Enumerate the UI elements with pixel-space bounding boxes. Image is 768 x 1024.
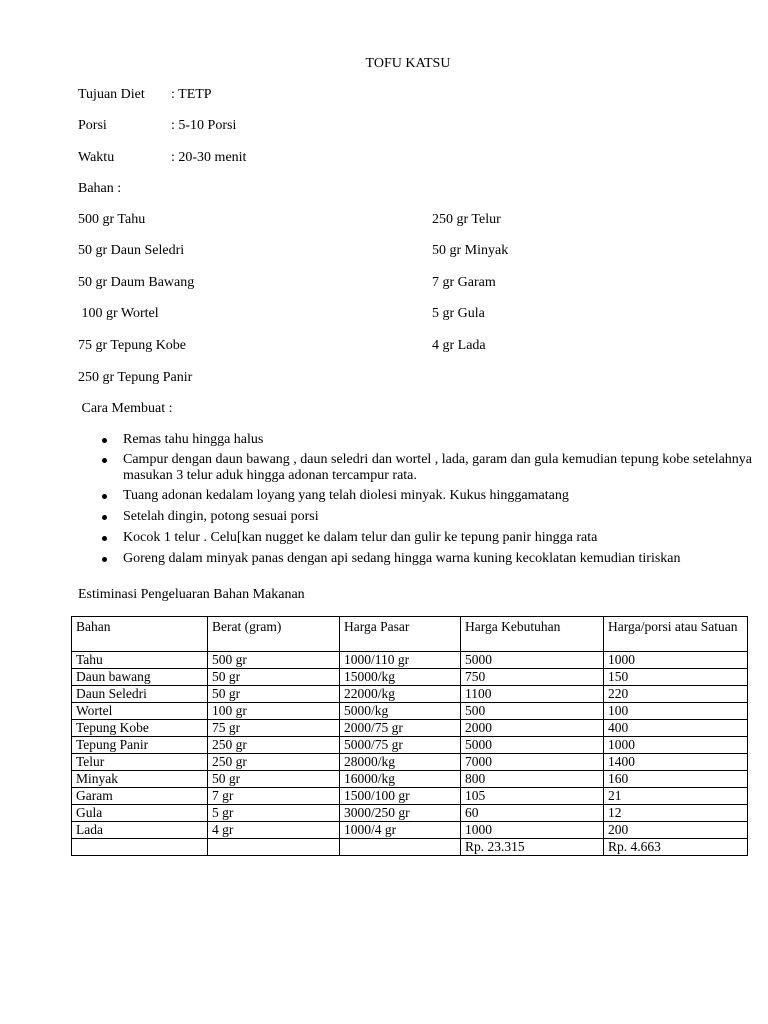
method-step: Kocok 1 telur . Celu[kan nugget ke dalam telur dan gulir ke tepung panir hingga rata [78, 530, 758, 546]
header-harga-kebutuhan: Harga Kebutuhan [461, 617, 604, 652]
cell: 1000/110 gr [340, 652, 461, 669]
time-value: : 20-30 menit [171, 150, 247, 165]
ingredient-item: 4 gr Lada [432, 338, 486, 353]
table-total-row [72, 839, 748, 856]
cell [208, 839, 340, 856]
header-bahan: Bahan [72, 617, 208, 652]
cell: Tepung Panir [72, 737, 208, 754]
cell: Daun Seledri [72, 686, 208, 703]
method-step: Tuang adonan kedalam loyang yang telah diolesi minyak. Kukus hinggamatang [78, 488, 758, 504]
cell: 2000 [461, 720, 604, 737]
cell: 2000/75 gr [340, 720, 461, 737]
time-label: Waktu [78, 150, 115, 165]
cell: 15000/kg [340, 669, 461, 686]
ingredient-item: 100 gr Wortel [78, 306, 159, 321]
cost-estimation-table [71, 616, 748, 856]
total-harga-porsi: Rp. 4.663 [604, 839, 748, 856]
method-step: Goreng dalam minyak panas dengan api sedang hingga warna kuning kecoklatan kemudian tiriskan [78, 551, 758, 567]
cell: 500 [461, 703, 604, 720]
document-title: TOFU KATSU [365, 56, 451, 71]
cell: 50 gr [208, 686, 340, 703]
ingredient-item: 50 gr Daun Seledri [78, 243, 185, 258]
table-row [72, 686, 748, 703]
cell: 5 gr [208, 805, 340, 822]
diet-goal-value: : TETP [171, 87, 212, 102]
cell: 1000 [604, 737, 748, 754]
cell: 100 gr [208, 703, 340, 720]
portion-label: Porsi [78, 118, 107, 133]
cell: 150 [604, 669, 748, 686]
table-row [72, 720, 748, 737]
table-row [72, 652, 748, 669]
ingredient-item: 7 gr Garam [432, 275, 496, 290]
cell: Tepung Kobe [72, 720, 208, 737]
cell: 4 gr [208, 822, 340, 839]
table-row [72, 805, 748, 822]
cell: 16000/kg [340, 771, 461, 788]
method-heading: Cara Membuat : [78, 401, 173, 416]
cell: 5000/kg [340, 703, 461, 720]
cell [340, 839, 461, 856]
ingredient-item: 50 gr Minyak [432, 243, 509, 258]
cell: 1000 [604, 652, 748, 669]
table-row [72, 788, 748, 805]
table-row [72, 737, 748, 754]
table-row [72, 703, 748, 720]
cell: 220 [604, 686, 748, 703]
cell: 60 [461, 805, 604, 822]
table-header-row [72, 617, 748, 652]
diet-goal-label: Tujuan Diet [78, 87, 145, 102]
ingredient-item: 250 gr Tepung Panir [78, 370, 193, 385]
ingredient-item: 50 gr Daum Bawang [78, 275, 195, 290]
table-row [72, 822, 748, 839]
cell: Minyak [72, 771, 208, 788]
estimation-heading: Estiminasi Pengeluaran Bahan Makanan [78, 587, 305, 602]
portion-value: : 5-10 Porsi [171, 118, 237, 133]
header-harga-porsi: Harga/porsi atau Satuan [604, 617, 748, 652]
table-row [72, 754, 748, 771]
cell: 75 gr [208, 720, 340, 737]
table-row [72, 669, 748, 686]
cell: 250 gr [208, 754, 340, 771]
cell: Gula [72, 805, 208, 822]
method-step: Remas tahu hingga halus [78, 432, 758, 448]
cell: 21 [604, 788, 748, 805]
cell: 7000 [461, 754, 604, 771]
cell: Tahu [72, 652, 208, 669]
cell [72, 839, 208, 856]
cell: 7 gr [208, 788, 340, 805]
method-step: Campur dengan daun bawang , daun seledri dan wortel , lada, garam dan gula kemudian tepung kobe setelahnya masukan 3 telur aduk hingga adonan tercampur rata. [78, 452, 758, 484]
ingredient-item: 5 gr Gula [432, 306, 485, 321]
cell: 750 [461, 669, 604, 686]
cell: Wortel [72, 703, 208, 720]
cell: 5000 [461, 652, 604, 669]
cell: 1400 [604, 754, 748, 771]
cell: Telur [72, 754, 208, 771]
ingredients-heading: Bahan : [78, 181, 122, 196]
cell: 400 [604, 720, 748, 737]
ingredient-item: 500 gr Tahu [78, 212, 146, 227]
cell: 1000 [461, 822, 604, 839]
cell: 28000/kg [340, 754, 461, 771]
header-berat: Berat (gram) [208, 617, 340, 652]
cell: 250 gr [208, 737, 340, 754]
cell: 5000 [461, 737, 604, 754]
ingredient-item: 75 gr Tepung Kobe [78, 338, 187, 353]
method-step: Setelah dingin, potong sesuai porsi [78, 509, 758, 525]
cell: 500 gr [208, 652, 340, 669]
header-harga-pasar: Harga Pasar [340, 617, 461, 652]
cell: 160 [604, 771, 748, 788]
cell: 100 [604, 703, 748, 720]
cell: 50 gr [208, 669, 340, 686]
cell: 1000/4 gr [340, 822, 461, 839]
cell: Lada [72, 822, 208, 839]
cell: 200 [604, 822, 748, 839]
cell: 800 [461, 771, 604, 788]
table-row [72, 771, 748, 788]
total-harga-kebutuhan: Rp. 23.315 [461, 839, 604, 856]
cell: 3000/250 gr [340, 805, 461, 822]
cell: Daun bawang [72, 669, 208, 686]
cell: 105 [461, 788, 604, 805]
cell: 50 gr [208, 771, 340, 788]
cell: 5000/75 gr [340, 737, 461, 754]
cell: 12 [604, 805, 748, 822]
ingredient-item: 250 gr Telur [432, 212, 501, 227]
cell: Garam [72, 788, 208, 805]
cell: 22000/kg [340, 686, 461, 703]
cell: 1500/100 gr [340, 788, 461, 805]
cell: 1100 [461, 686, 604, 703]
method-steps-list [78, 432, 758, 567]
